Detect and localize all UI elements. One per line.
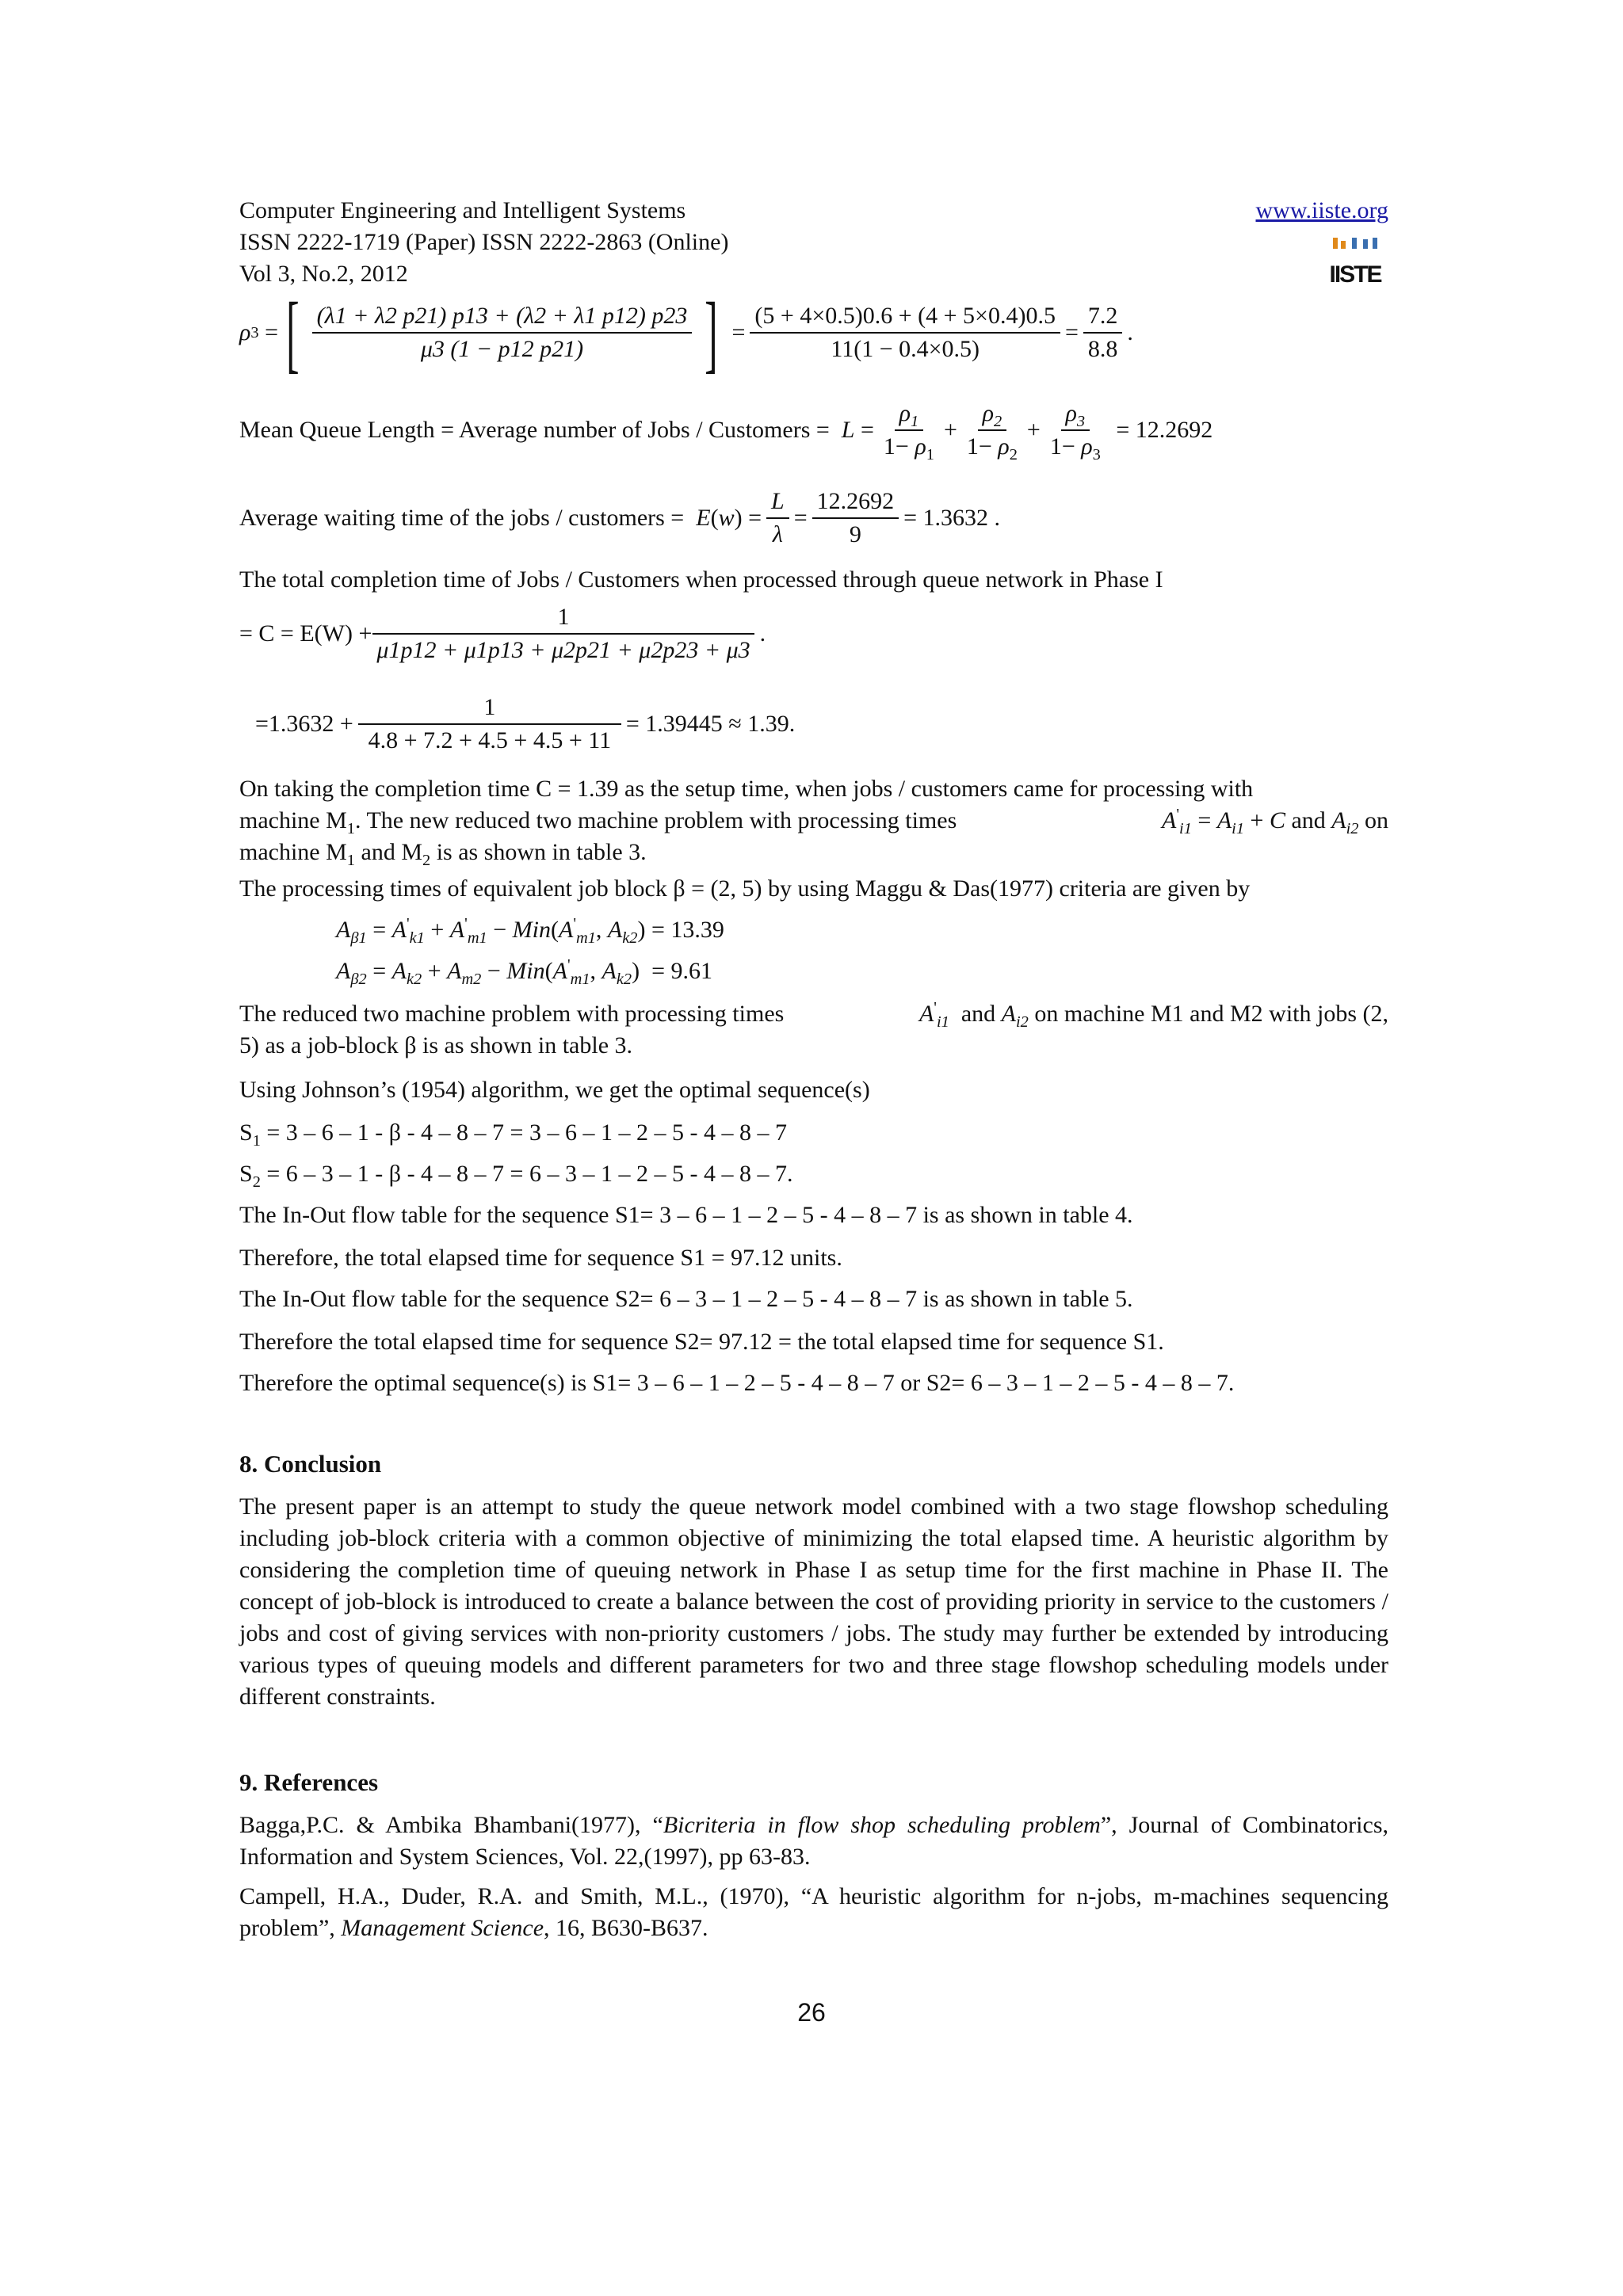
completion-numeric-lhs: =1.3632 + bbox=[255, 711, 353, 737]
equation-a-beta2: $A_{\beta 2} = A_{k2} + A_{m2} - Min(A'_{m1}$, $A_{k2}) = 9.61$ bbox=[336, 956, 713, 988]
issn-line: ISSN 2222-1719 (Paper) ISSN 2222-2863 (Online) bbox=[239, 229, 729, 255]
page-number: 26 bbox=[797, 1998, 826, 2027]
website-link[interactable]: www.iiste.org bbox=[1255, 197, 1388, 223]
equation-mean-queue: Mean Queue Length = Average number of Jobs / Customers = L = $\frac{\rho_1}{1- \rho_1}$ + $\frac{\rho_2}{1- \rho_2}$ + $\frac{\rho_3}{1- \rho_3}$ = 12.2692 bbox=[239, 400, 1213, 463]
equation-completion: = C = E(W) + $\frac{1}{\mu 1p12 + \mu 1p13 + \mu 2p21 + \mu 2p23 + \mu 3}$ . bbox=[239, 604, 766, 663]
sequence-s1: $S_1 = 3 - 6 - 1 - \beta - 4 - 8 - 7 = 3 - 6 - 1 - 2 - 5 - 4 - 8 - 7$ bbox=[239, 1119, 787, 1150]
rho3-result-denominator: 8.8 bbox=[1087, 336, 1118, 362]
rho3-numeric-denominator: 11(1 − 0.4×0.5) bbox=[831, 336, 980, 362]
completion-numeric-denominator: 4.8 + 7.2 + 4.5 + 4.5 + 11 bbox=[368, 727, 612, 753]
elapsed-s1-line: Therefore, the total elapsed time for sequence S1 = 97.12 units. bbox=[239, 1245, 842, 1271]
reference-2: Campell, H.A., Duder, R.A. and Smith, M.L., (1970), “A heuristic algorithm for n-jobs, m-machines sequencing problem”, Management Science, 16, B630-B637. bbox=[239, 1883, 1388, 1941]
iiste-logo-icon bbox=[1323, 236, 1387, 287]
mean-queue-label: Mean Queue Length = Average number of Jobs / Customers = bbox=[239, 417, 830, 443]
table5-line: The In-Out flow table for the sequence S2= 6 – 3 – 1 – 2 – 5 - 4 – 8 – 7 is as shown in table 5. bbox=[239, 1286, 1133, 1312]
optimal-sequence-line: Therefore the optimal sequence(s) is S1= 3 – 6 – 1 – 2 – 5 - 4 – 8 – 7 or S2= 6 – 3 – 1 – 2 – 5 - 4 – 8 – 7. bbox=[239, 1370, 1235, 1396]
completion-lhs: = C = E(W) + bbox=[239, 620, 372, 646]
svg-text:IISTE: IISTE bbox=[1329, 261, 1381, 287]
rho3-numerator: (λ1 + λ2 p21) p13 + (λ2 + λ1 p12) p23 bbox=[312, 302, 693, 334]
mean-queue-result: = 12.2692 bbox=[1116, 417, 1213, 443]
conclusion-text: The present paper is an attempt to study the queue network model combined with a two stage flowshop scheduling including job-block criteria with a common objective of minimizing the total elapsed time. A heuristic algorithm by considering the completion time of queuing network in Phase I as setup time for the first machine in Phase II. The concept of job-block is introduced to create a balance between the cost of providing priority in service to the customers / jobs and cost of giving services with non-priority customers / jobs. The study may further be extended by introducing various types of queuing models and different parameters for two and three stage flowshop scheduling models under different constraints. bbox=[239, 1493, 1388, 1710]
conclusion-heading: 8. Conclusion bbox=[239, 1450, 382, 1478]
equation-rho3: ρ 3 = [ $\frac{(\lambda 1 + \lambda 2 p21) p13 + (\lambda 2 + \lambda 1 p12) p23}{\mu 3 (1 - p12 p21)}$ ] = $\frac{(5 + 4\times 0.5)0.6 + (4 + 5\times 0.4)0.5}{11(1 - 0.4\times 0.5)}$ = $\frac{7.2}{8.8}$ . bbox=[239, 284, 1133, 381]
rho3-result-numerator: 7.2 bbox=[1083, 302, 1123, 334]
sequence-s2: $S_2 = 6 - 3 - 1 - \beta - 4 - 8 - 7 = 6 - 3 - 1 - 2 - 5 - 4 - 8 - 7$. bbox=[239, 1161, 793, 1191]
completion-numerator: 1 bbox=[372, 603, 754, 635]
paragraph-reduced-problem: The reduced two machine problem with processing times $A'_{i1}$ and $A_{i2}$ on machine M1 and M2 with jobs (2, 5) as a job-block β is as shown in table 3. bbox=[239, 999, 1388, 1058]
paragraph-job-block: The processing times of equivalent job block β = (2, 5) by using Maggu & Das(1977) criteria are given by bbox=[239, 875, 1251, 902]
johnson-line: Using Johnson’s (1954) algorithm, we get the optimal sequence(s) bbox=[239, 1077, 870, 1103]
equation-a-beta1: $A_{\beta 1} = A'_{k1} + A'_{m1} - Min(A'_{m1}$, $A_{k2}) = 13.39$ bbox=[336, 915, 724, 947]
completion-denominator: μ1p12 + μ1p13 + μ2p21 + μ2p23 + μ3 bbox=[376, 637, 750, 663]
rho3-numeric-numerator: (5 + 4×0.5)0.6 + (4 + 5×0.4)0.5 bbox=[750, 302, 1060, 334]
rho3-denominator: μ3 (1 − p12 p21) bbox=[420, 336, 584, 362]
avg-wait-numerator: 12.2692 bbox=[812, 487, 899, 519]
equation-avg-wait: Average waiting time of the jobs / customers = E ( w ) = $\frac{L}{\lambda}$ = $\frac{12.2692}{9}$ = 1.3632 . bbox=[239, 488, 1001, 547]
avg-wait-result: = 1.3632 . bbox=[903, 505, 1001, 531]
journal-title: Computer Engineering and Intelligent Systems bbox=[239, 197, 686, 223]
volume-line: Vol 3, No.2, 2012 bbox=[239, 261, 408, 287]
avg-wait-label: Average waiting time of the jobs / customers = bbox=[239, 505, 685, 531]
equation-completion-numeric bbox=[255, 688, 795, 761]
reference-1: Bagga,P.C. & Ambika Bhambani(1977), “Bicriteria in flow shop scheduling problem”, Journal of Combinatorics, Information and System Sciences, Vol. 22,(1997), pp 63-83. bbox=[239, 1812, 1388, 1870]
references-heading: 9. References bbox=[239, 1768, 379, 1796]
elapsed-equal-line: Therefore the total elapsed time for sequence S2= 97.12 = the total elapsed time for sequence S1. bbox=[239, 1329, 1164, 1355]
completion-numeric-numerator: 1 bbox=[358, 693, 621, 725]
paragraph-setup-time: On taking the completion time C = 1.39 as the setup time, when jobs / customers came for processing with machine $M_1$. The new reduced two machine problem with processing times $A'_{i1} = A_{i1} + C$ and $A_{i2}$ on machine $M_1$ and $M_2$ is as shown in table 3. bbox=[239, 776, 1388, 869]
completion-numeric-rhs: = 1.39445 ≈ 1.39. bbox=[625, 711, 796, 737]
completion-intro: The total completion time of Jobs / Customers when processed through queue network in Phase I bbox=[239, 566, 1163, 593]
table4-line: The In-Out flow table for the sequence S1= 3 – 6 – 1 – 2 – 5 - 4 – 8 – 7 is as shown in table 4. bbox=[239, 1202, 1133, 1228]
